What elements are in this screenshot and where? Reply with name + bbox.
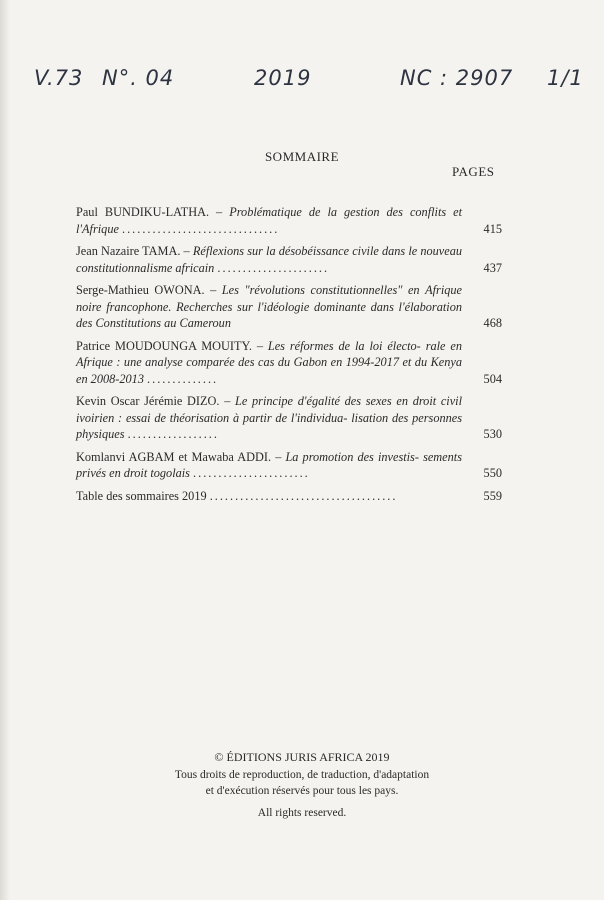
table-of-contents: [76, 204, 502, 510]
toc-author: Paul BUNDIKU-LATHA.: [76, 205, 210, 219]
toc-page-number: 437: [483, 260, 502, 275]
toc-title-cont: dans l'élaboration des Constitutions au Cameroun: [76, 299, 462, 330]
handwritten-volume: V.73: [34, 66, 84, 90]
toc-entry-text: Serge-Mathieu OWONA. – Les "révolutions constitutionnelles" en Afrique noire francophone. Recherches sur l'idéologie dominante dans l'élaboration des Constitutions au Cameroun: [76, 283, 462, 330]
toc-entry: [76, 282, 502, 332]
toc-author: Serge-Mathieu OWONA.: [76, 283, 205, 297]
publisher-footer: [0, 749, 604, 821]
toc-title: Problématique de la gestion des: [229, 205, 403, 219]
toc-page-number: 559: [483, 488, 502, 503]
toc-page-number: 530: [483, 427, 502, 441]
toc-page-number: 550: [483, 466, 502, 480]
rights-notice-line: Tous droits de reproduction, de traduction, d'adaptation: [174, 769, 430, 781]
toc-entry: [76, 243, 502, 276]
toc-entry-text: [76, 488, 462, 505]
toc-author: Patrice MOUDOUNGA MOUITY.: [76, 338, 252, 353]
toc-page-number: 468: [483, 316, 502, 330]
toc-leader-dots: ..................: [127, 427, 219, 441]
toc-title-cont: droit civil ivoirien : essai de théorisation à partir de l'individua-: [76, 394, 463, 425]
toc-author: Komlanvi AGBAM et Mawaba ADDI.: [76, 449, 272, 464]
rights-notice-line: et d'exécution réservés pour tous les pays.: [205, 785, 399, 797]
toc-title: Les réformes de la loi électo-: [267, 338, 421, 353]
handwritten-fraction: 1/1: [547, 66, 584, 90]
all-rights-reserved: All rights reserved.: [257, 807, 347, 819]
toc-title-cont: sements privés en droit togolais: [76, 449, 462, 480]
toc-title: Le principe d'égalité des sexes en: [235, 394, 408, 408]
toc-entry-text: Jean Nazaire TAMA. – Réflexions sur la désobéissance civile dans le nouveau constitutionnalisme africain ......................: [76, 244, 463, 275]
toc-entry-text: Kevin Oscar Jérémie DIZO. – Le principe d'égalité des sexes en droit civil ivoirien : essai de théorisation à partir de l'individua- lisation des personnes physiques ..................: [76, 394, 463, 441]
toc-leader-dots: .......................: [193, 466, 310, 480]
toc-title-cont: Afrique noire francophone. Recherches sur l'idéologie dominante: [76, 283, 462, 314]
toc-leader-dots: .....................................: [209, 488, 398, 503]
toc-title-cont: rale en Afrique : une analyse comparée des cas du Gabon en: [76, 338, 463, 369]
handwritten-year: 2019: [254, 66, 312, 90]
toc-entry-text: Patrice MOUDOUNGA MOUITY. – Les réformes de la loi électo- rale en Afrique : une analyse comparée des cas du Gabon en 1994-2017 et du Kenya en 2008-2013 ..............: [76, 338, 463, 386]
toc-title-cont: lisation des personnes physiques: [76, 410, 463, 441]
toc-entry-text: Komlanvi AGBAM et Mawaba ADDI. – La promotion des investis- sements privés en droit togolais .......................: [76, 449, 462, 480]
toc-entry: [76, 449, 502, 482]
toc-title: Les "révolutions constitutionnelles" en: [221, 283, 420, 297]
toc-page-number: 504: [483, 371, 502, 386]
toc-leader-dots: ......................: [217, 260, 330, 275]
toc-entry: [76, 204, 502, 237]
toc-title: Réflexions sur la désobéissance civile dans: [192, 244, 406, 258]
toc-title-cont: conflits et l'Afrique: [76, 205, 463, 236]
toc-page-number: 415: [483, 221, 502, 236]
page-title: SOMMAIRE: [264, 149, 340, 164]
handwritten-number: N°. 04: [102, 66, 175, 90]
toc-title-cont: 1994-2017 et du Kenya en 2008-2013: [76, 355, 462, 386]
toc-entry: [76, 393, 502, 443]
toc-title: La promotion des investis-: [285, 449, 419, 464]
toc-author: Jean Nazaire TAMA.: [76, 244, 181, 258]
copyright-line: © ÉDITIONS JURIS AFRICA 2019: [214, 750, 390, 764]
toc-leader-dots: ..............: [147, 371, 219, 386]
pages-column-header: PAGES: [452, 164, 495, 179]
toc-label: Table des sommaires 2019: [76, 488, 207, 503]
toc-author: Kevin Oscar Jérémie DIZO.: [76, 394, 220, 408]
toc-leader-dots: ...............................: [122, 221, 280, 236]
toc-entry: [76, 338, 502, 388]
toc-title-cont: le nouveau constitutionnalisme africain: [76, 244, 463, 275]
handwritten-annotation: [30, 66, 590, 106]
handwritten-code: NC : 2907: [400, 66, 514, 90]
toc-entry-text: Paul BUNDIKU-LATHA. – Problématique de la gestion des conflits et l'Afrique ...............................: [76, 205, 463, 236]
toc-entry: [76, 488, 502, 505]
